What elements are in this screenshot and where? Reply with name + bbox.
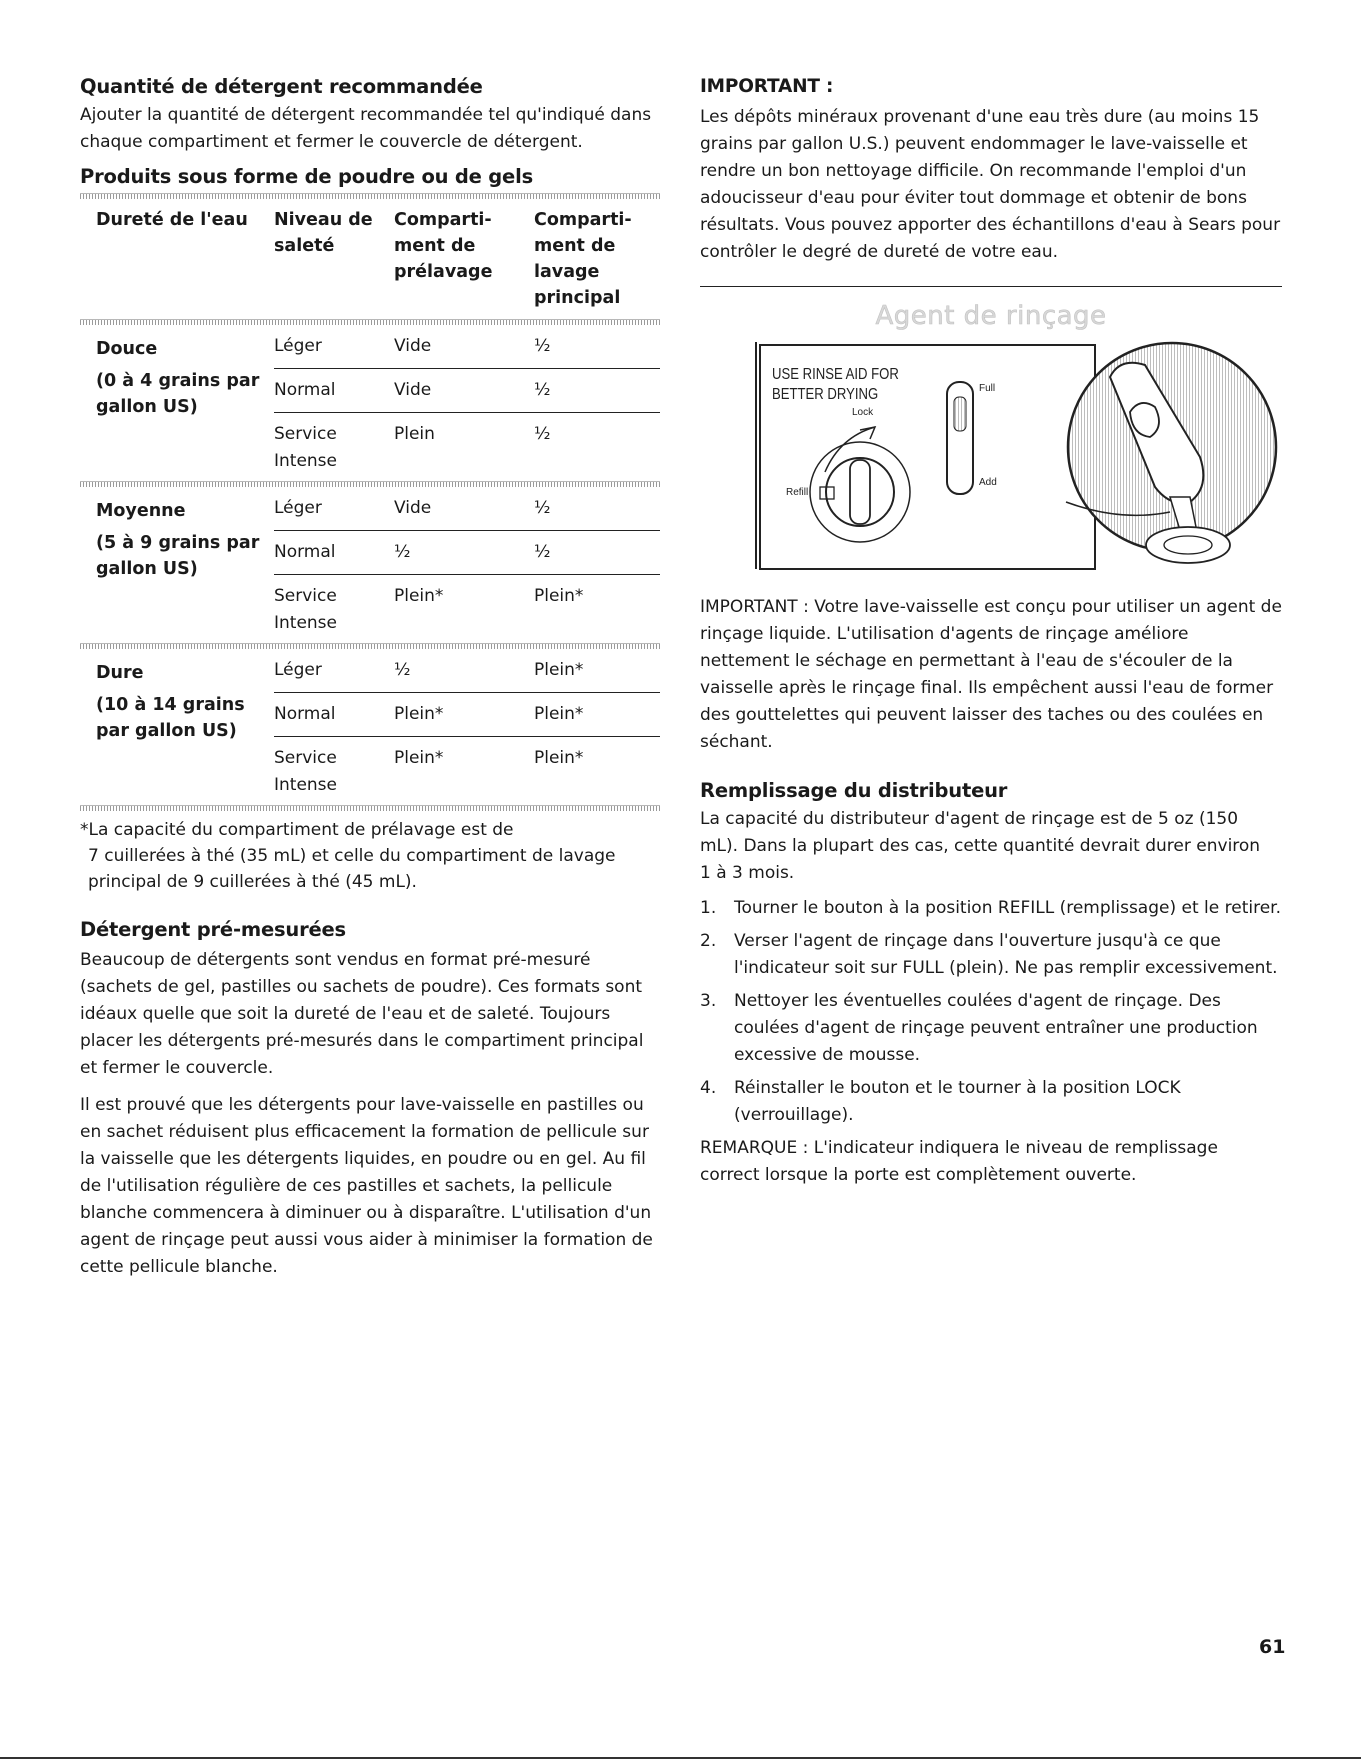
important-title: IMPORTANT : — [700, 76, 834, 97]
table-footnote — [80, 817, 660, 895]
step-text: Verser l'agent de rinçage dans l'ouverture jusqu'à ce que l'indicateur soit sur FULL (plein). Ne pas remplir excessivement. — [734, 931, 1278, 978]
group-range: (0 à 4 grains par gallon US) — [96, 371, 260, 417]
table-bottom-rule — [80, 805, 660, 811]
table-group-soft — [80, 325, 660, 481]
cell-level: Léger — [274, 498, 322, 518]
cell-level: Normal — [274, 704, 336, 724]
cell-level: Service Intense — [274, 424, 338, 471]
full-label: Full — [979, 383, 996, 394]
table-row — [274, 575, 660, 643]
step-text: Nettoyer les éventuelles coulées d'agent de rinçage. Des coulées d'agent de rinçage peuvent entraîner une production excessive de mousse. — [734, 991, 1258, 1065]
cell-main: Plein* — [534, 748, 584, 768]
header-water-hardness: Dureté de l'eau — [96, 210, 248, 230]
group-name: Moyenne — [96, 501, 186, 521]
table-row — [274, 737, 660, 805]
rinse-aid-dispenser-figure — [700, 337, 1282, 592]
table-row — [274, 649, 660, 693]
footnote-line-2: 7 cuillerées à thé (35 mL) et celle du compartiment de lavage principal de 9 cuillerées à thé (45 mL). — [88, 846, 616, 892]
section-divider — [700, 286, 1282, 287]
cell-main: Plein* — [534, 586, 584, 606]
dispenser-label — [772, 365, 899, 405]
header-soil-level: Niveau de saleté — [274, 210, 373, 256]
filling-steps — [700, 895, 1282, 1129]
section-title-powder-gel: Produits sous forme de poudre ou de gels — [80, 165, 533, 188]
lock-label: Lock — [852, 407, 874, 418]
group-range: (10 à 14 grains par gallon US) — [96, 695, 245, 741]
table-row — [274, 531, 660, 575]
cell-level: Service Intense — [274, 748, 338, 795]
list-item — [700, 895, 1282, 922]
dispenser-cap-grip — [850, 460, 870, 524]
important-body: Les dépôts minéraux provenant d'une eau très dure (au moins 15 grains par gallon U.S.) peuvent endommager le lave-vaisselle et rendre un bon nettoyage difficile. On recommande l'emploi d'un adoucisseur d'eau pour éviter tout dommage et obtenir de bons résultats. Vous pouvez apporter des échantillons d'eau à Sears pour contrôler le degré de dureté de votre eau. — [700, 107, 1281, 262]
footnote-line-1: *La capacité du compartiment de prélavage est de — [80, 820, 514, 840]
dispenser-label-line1: USE RINSE AID FOR — [772, 366, 899, 383]
section-title-detergent-quantity: Quantité de détergent recommandée — [80, 75, 483, 98]
group-label — [80, 325, 274, 481]
group-rows — [274, 487, 660, 643]
section-body-premeasured-2: Il est prouvé que les détergents pour lave-vaisselle en pastilles ou en sachet réduisent plus efficacement la formation de pellicule sur la vaisselle que les détergents liquides, en poudre ou en gel. Au fil de l'utilisation régulière de ces pastilles et sachets, la pellicule blanche commencera à diminuer ou à disparaître. L'utilisation d'un agent de rinçage peut aussi vous aider à minimiser la formation de cette pellicule blanche. — [80, 1095, 653, 1277]
page-bottom-rule — [0, 1757, 1361, 1759]
group-label — [80, 487, 274, 643]
list-item — [700, 928, 1282, 982]
cell-prewash: Vide — [394, 498, 432, 518]
cell-main: ½ — [534, 336, 551, 356]
header-prewash: Comparti- ment de prélavage — [394, 210, 493, 282]
cell-level: Léger — [274, 336, 322, 356]
header-main-wash: Comparti- ment de lavage principal — [534, 210, 632, 308]
group-name: Douce — [96, 339, 158, 359]
table-row — [274, 693, 660, 737]
group-range: (5 à 9 grains par gallon US) — [96, 533, 260, 579]
cell-prewash: Plein — [394, 424, 435, 444]
cell-prewash: ½ — [394, 542, 411, 562]
cell-main: ½ — [534, 498, 551, 518]
left-column — [80, 74, 660, 1281]
cell-level: Léger — [274, 660, 322, 680]
step-text: Tourner le bouton à la position REFILL (remplissage) et le retirer. — [734, 898, 1281, 918]
cell-prewash: Plein* — [394, 586, 444, 606]
list-item — [700, 988, 1282, 1069]
right-column — [700, 74, 1282, 1189]
cell-main: ½ — [534, 380, 551, 400]
page-number: 61 — [1259, 1636, 1286, 1658]
table-group-hard — [80, 649, 660, 805]
cell-prewash: Plein* — [394, 704, 444, 724]
cell-level: Service Intense — [274, 586, 338, 633]
table-row — [274, 325, 660, 369]
group-label — [80, 649, 274, 805]
table-row — [274, 413, 660, 481]
cell-prewash: ½ — [394, 660, 411, 680]
group-rows — [274, 325, 660, 481]
step-number: 3. — [700, 991, 717, 1011]
table-row — [274, 487, 660, 531]
cell-main: Plein* — [534, 660, 584, 680]
cell-level: Normal — [274, 380, 336, 400]
cell-prewash: Plein* — [394, 748, 444, 768]
section-title-filling: Remplissage du distributeur — [700, 779, 1008, 802]
rinse-aid-title: Agent de rinçage — [875, 301, 1107, 331]
step-number: 2. — [700, 931, 717, 951]
step-text: Réinstaller le bouton et le tourner à la position LOCK (verrouillage). — [734, 1078, 1181, 1125]
cell-prewash: Vide — [394, 380, 432, 400]
section-body-premeasured-1: Beaucoup de détergents sont vendus en format pré-mesuré (sachets de gel, pastilles ou sachets de poudre). Ces formats sont idéaux quelle que soit la dureté de l'eau et de saleté. Toujours placer les détergents pré-mesurés dans le compartiment principal et fermer le couvercle. — [80, 950, 644, 1078]
cell-main: ½ — [534, 424, 551, 444]
step-number: 1. — [700, 898, 717, 918]
table-header — [80, 199, 660, 319]
group-name: Dure — [96, 663, 144, 683]
table-group-medium — [80, 487, 660, 643]
add-label: Add — [979, 477, 997, 488]
section-title-premeasured: Détergent pré-mesurées — [80, 918, 346, 941]
list-item — [700, 1075, 1282, 1129]
cell-main: Plein* — [534, 704, 584, 724]
step-number: 4. — [700, 1078, 717, 1098]
important-rinse-aid: IMPORTANT : Votre lave-vaisselle est conçu pour utiliser un agent de rinçage liquide. L'utilisation d'agents de rinçage améliore nettement le séchage en permettant à l'eau de s'écouler de la vaisselle après le rinçage final. Ils empêchent aussi l'eau de former des gouttelettes qui peuvent laisser des taches ou des coulées en séchant. — [700, 597, 1282, 752]
remark: REMARQUE : L'indicateur indiquera le niveau de remplissage correct lorsque la porte est complètement ouverte. — [700, 1138, 1218, 1185]
group-rows — [274, 649, 660, 805]
refill-label: Refill — [786, 487, 809, 498]
cell-main: ½ — [534, 542, 551, 562]
cell-prewash: Vide — [394, 336, 432, 356]
table-row — [274, 369, 660, 413]
section-body-detergent-quantity: Ajouter la quantité de détergent recommandée tel qu'indiqué dans chaque compartiment et fermer le couvercle de détergent. — [80, 105, 652, 152]
section-body-filling: La capacité du distributeur d'agent de rinçage est de 5 oz (150 mL). Dans la plupart des cas, cette quantité devrait durer environ 1 à 3 mois. — [700, 809, 1261, 883]
cell-level: Normal — [274, 542, 336, 562]
dispenser-label-line2: BETTER DRYING — [772, 386, 879, 403]
